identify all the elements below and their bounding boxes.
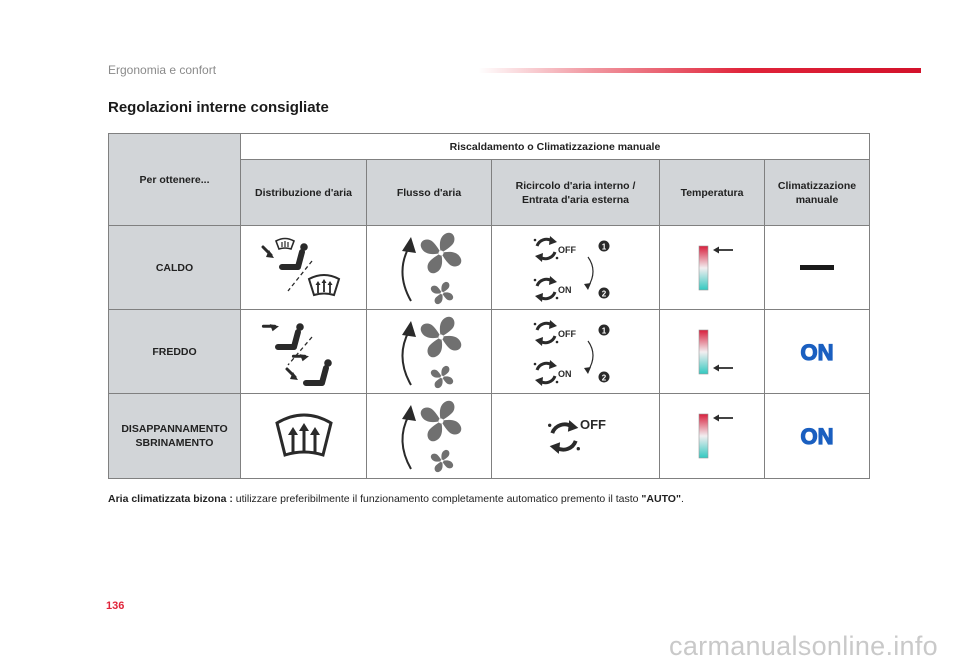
footnote-key: "AUTO"	[641, 493, 681, 505]
ac-on-text: ON	[800, 339, 834, 365]
page-number: 136	[106, 600, 125, 612]
column-header	[367, 160, 492, 226]
air-distribution-cell	[241, 310, 367, 394]
ac-on-indicator	[787, 421, 847, 451]
table-row	[109, 310, 870, 394]
manual-ac-cell	[765, 310, 870, 394]
column-header-recirculation: Ricircolo d'aria interno / Entrata d'aria esterna	[515, 179, 636, 206]
row-label-hot: CALDO	[155, 261, 194, 274]
step-1-text: 1	[601, 326, 606, 335]
air-arrow-icon	[263, 318, 279, 334]
ac-on-text: ON	[800, 424, 834, 449]
windscreen-defrost-icon	[269, 409, 339, 463]
air-distribution-face-icon	[254, 315, 354, 389]
divider-dashes	[288, 337, 312, 365]
section-header: Ergonomia e confort	[108, 63, 217, 77]
air-distribution-feet-windscreen-icon	[254, 231, 354, 305]
air-arrow-icon	[287, 369, 298, 380]
manual-ac-cell	[765, 226, 870, 310]
watermark: carmanualsonline.info	[669, 631, 938, 661]
temperature-cold-icon	[677, 322, 747, 382]
recirculation-cell	[492, 310, 660, 394]
air-distribution-cell	[241, 394, 367, 479]
fan-small-icon	[431, 450, 453, 472]
column-header	[660, 160, 765, 226]
step-2-text: 2	[601, 289, 606, 298]
ac-off-dash	[800, 265, 834, 270]
air-arrow-icon	[263, 247, 274, 258]
recirculation-icon	[533, 360, 558, 386]
table-row	[109, 226, 870, 310]
temperature-hot-icon	[677, 406, 747, 466]
air-arrow-icon	[293, 348, 309, 364]
recirculation-off-on-icon	[516, 231, 636, 305]
footnote-text: utilizzare preferibilmente il funzionamento completamente automatico premento il tasto	[232, 493, 642, 505]
occupant-icon	[282, 243, 308, 267]
fan-small-icon	[431, 365, 453, 387]
recirculation-off-text: OFF	[557, 328, 576, 339]
windscreen-mini-icon	[276, 238, 294, 249]
temperature-cell	[660, 394, 765, 479]
footnote-lead: Aria climatizzata bizona :	[108, 493, 233, 505]
header-rule	[478, 68, 921, 73]
air-flow-high-icon	[389, 229, 469, 307]
recirculation-on-text: ON	[557, 368, 571, 379]
occupant-icon	[306, 359, 332, 383]
air-flow-cell	[367, 394, 492, 479]
increase-arrow-icon	[402, 247, 411, 301]
table-row	[109, 394, 870, 479]
row-label-cell	[109, 310, 241, 394]
increase-arrow-icon	[402, 331, 411, 385]
occupant-icon	[278, 323, 304, 347]
page-title: Regolazioni interne consigliate	[108, 99, 329, 116]
temperature-gauge	[699, 246, 708, 290]
step-2-text: 2	[601, 373, 606, 382]
row-label-demist: DISAPPANNAMENTO	[121, 423, 228, 435]
recirculation-icon	[533, 320, 558, 346]
row-label-cell	[109, 394, 241, 479]
fan-large-icon	[421, 316, 462, 357]
group-header: Riscaldamento o Climatizzazione manuale	[449, 140, 661, 153]
recirculation-icon	[548, 420, 580, 454]
recirculation-cell	[492, 394, 660, 479]
fan-large-icon	[421, 232, 462, 273]
increase-arrow-icon	[402, 415, 411, 469]
recirculation-off-on-icon	[516, 315, 636, 389]
row-label-defrost: SBRINAMENTO	[135, 437, 214, 449]
row-label-cell	[109, 226, 241, 310]
windscreen-defrost-icon	[309, 275, 339, 295]
temperature-cell	[660, 310, 765, 394]
temperature-cell	[660, 226, 765, 310]
ac-on-indicator	[787, 337, 847, 367]
air-flow-cell	[367, 226, 492, 310]
recirculation-icon	[533, 276, 558, 302]
recirculation-on-text: ON	[557, 284, 571, 295]
recirculation-off-text: OFF	[579, 417, 606, 432]
column-header	[492, 160, 660, 226]
recirculation-off-text: OFF	[557, 244, 576, 255]
temperature-hot-icon	[677, 238, 747, 298]
column-header-temperature: Temperatura	[680, 186, 744, 199]
footnote-end: .	[680, 493, 684, 505]
recirculation-off-icon	[516, 399, 636, 473]
sequence-arrow-icon	[588, 341, 593, 371]
air-flow-high-icon	[389, 313, 469, 391]
corner-label: Per ottenere...	[139, 173, 210, 186]
temperature-gauge	[699, 330, 708, 374]
settings-table	[108, 133, 870, 479]
column-header-air-flow: Flusso d'aria	[396, 186, 462, 199]
manual-ac-cell	[765, 394, 870, 479]
column-header-manual-ac: Climatizzazione manuale	[777, 179, 857, 206]
column-header	[765, 160, 870, 226]
recirculation-icon	[533, 236, 558, 262]
group-header-cell	[241, 134, 870, 160]
air-flow-cell	[367, 310, 492, 394]
sequence-arrow-icon	[588, 257, 593, 287]
row-label-cold: FREDDO	[152, 345, 197, 358]
air-distribution-cell	[241, 226, 367, 310]
recirculation-cell	[492, 226, 660, 310]
footnote	[108, 493, 684, 505]
air-flow-high-icon	[389, 397, 469, 475]
column-header-air-distribution: Distribuzione d'aria	[254, 186, 352, 199]
temperature-gauge	[699, 414, 708, 458]
column-header	[241, 160, 367, 226]
corner-cell	[109, 134, 241, 226]
fan-small-icon	[431, 281, 453, 303]
fan-large-icon	[421, 401, 462, 442]
step-1-text: 1	[601, 242, 606, 251]
